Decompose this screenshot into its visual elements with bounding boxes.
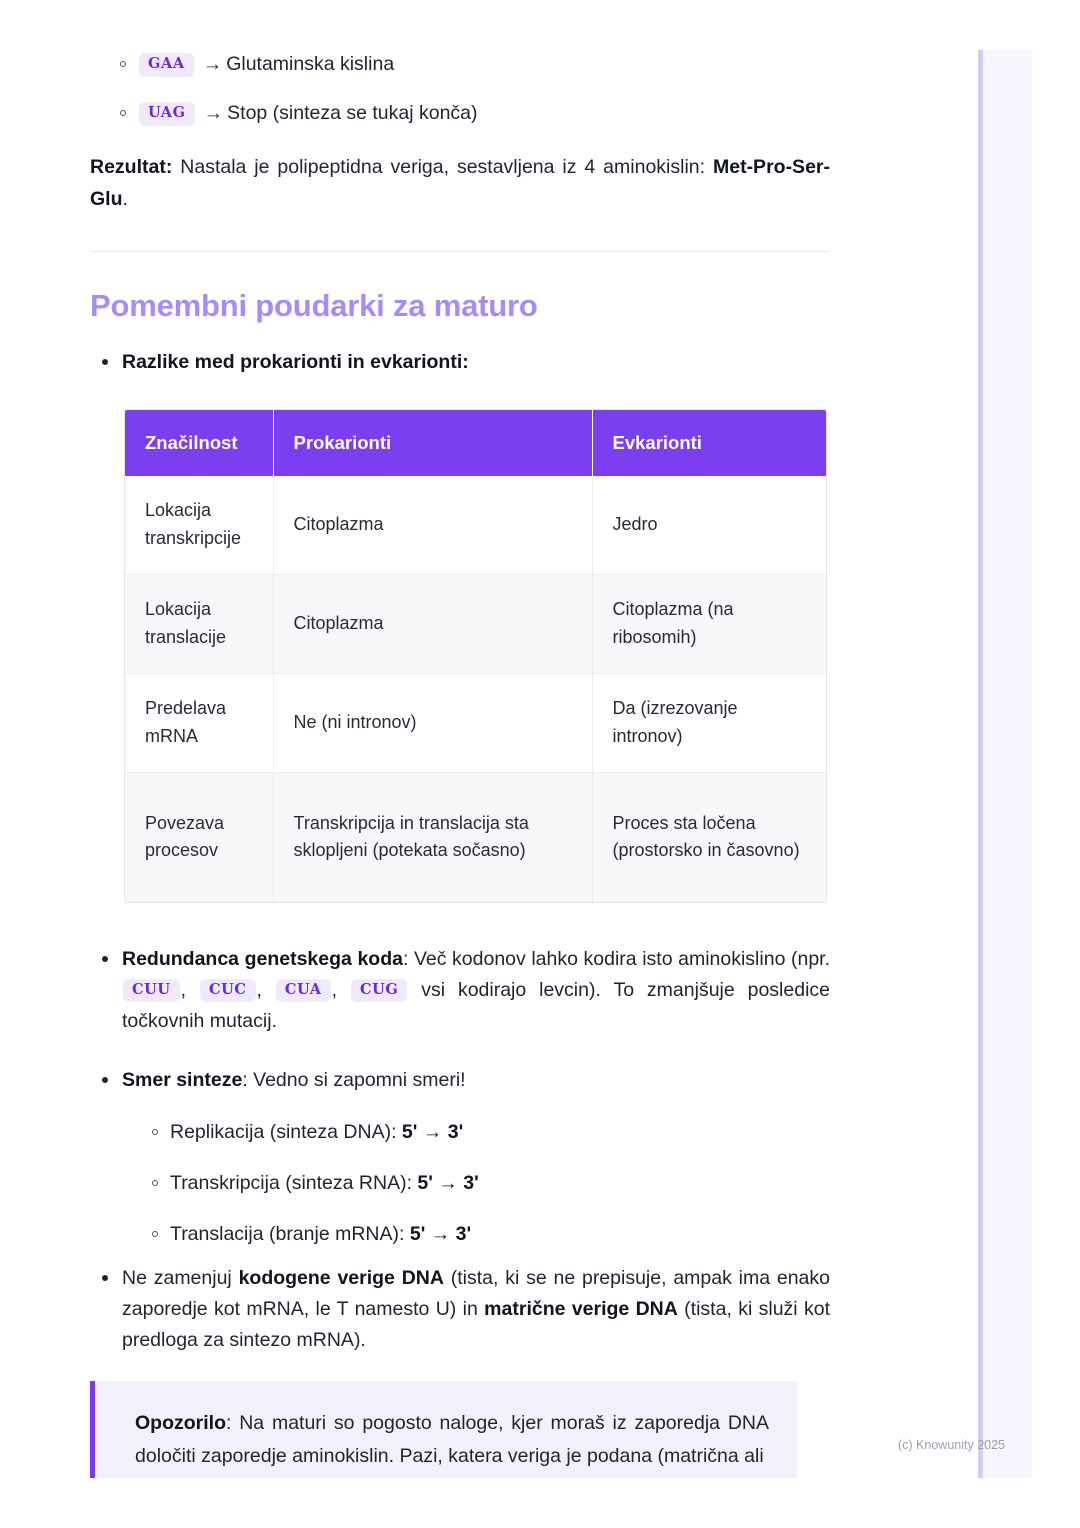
list-item	[90, 1065, 830, 1250]
codon-list-section	[90, 50, 830, 129]
direction-item-text: Transkripcija (sinteza RNA):	[170, 1172, 418, 1195]
table-cell-prokaryotes: Transkripcija in translacija sta sklopljeni (potekata sočasno)	[273, 772, 592, 902]
table-row	[125, 673, 826, 772]
comparison-table-wrap	[125, 410, 826, 902]
highlights-list	[90, 347, 830, 378]
direction-item-value: 5' → 3'	[409, 1223, 472, 1246]
result-label: Rezultat:	[90, 156, 173, 178]
strands-part3: (tista, ki služi kot predloga za sintezo mRNA).	[122, 1297, 830, 1351]
table-row	[125, 772, 826, 902]
redundancy-list	[90, 944, 830, 1036]
codon-separator: ,	[180, 978, 199, 1001]
strands-part2: (tista, ki se ne prepisuje, ampak ima enako zaporedje kot mRNA, le T namesto U) in	[122, 1267, 830, 1320]
codon-meaning: Stop (sinteza se tukaj konča)	[227, 102, 478, 125]
codon-separator: ,	[256, 978, 275, 1001]
table-header-row	[125, 410, 826, 476]
codon-chip: CUG	[351, 979, 407, 1003]
redundancy-part1: : Več kodonov lahko kodira isto aminokislino (npr.	[402, 948, 830, 970]
table-cell-feature: Lokacija transkripcije	[125, 476, 273, 574]
result-body: Nastala je polipeptidna veriga, sestavljena iz 4 aminokislin:	[172, 156, 713, 178]
redundancy-label: Redundanca genetskega koda	[122, 948, 403, 970]
codon-separator: ,	[331, 978, 350, 1001]
direction-sublist-wrap	[122, 1118, 830, 1250]
codon-chip: CUA	[276, 979, 331, 1003]
direction-item-value: 5' → 3'	[417, 1172, 479, 1195]
warning-callout	[90, 1381, 797, 1478]
page-side-panel-edge	[978, 50, 983, 1478]
strands-part1: Ne zamenjuj	[122, 1267, 239, 1289]
list-item	[90, 944, 830, 1036]
table-cell-feature: Lokacija translacije	[125, 574, 273, 673]
codon-chip: GAA	[139, 53, 194, 77]
table-row	[125, 574, 826, 673]
arrow-icon: →	[202, 53, 223, 75]
table-intro-label: Razlike med prokarionti in evkarionti:	[122, 351, 469, 373]
codon-chip: CUC	[200, 979, 256, 1003]
result-emphasis: Met-Pro-Ser-Glu	[90, 156, 830, 210]
codon-meaning: Glutaminska kislina	[226, 53, 395, 75]
list-item	[122, 1220, 830, 1249]
column-header-prokaryotes: Prokarionti	[273, 410, 592, 476]
table-cell-eukaryotes: Citoplazma (na ribosomih)	[592, 574, 826, 673]
page-side-panel	[978, 50, 1032, 1478]
column-header-feature: Značilnost	[125, 410, 273, 476]
direction-wrap	[90, 1065, 830, 1250]
table-cell-feature: Predelava mRNA	[125, 673, 273, 772]
page-title: Pomembni poudarki za maturo	[90, 288, 538, 323]
column-header-eukaryotes: Evkarionti	[592, 410, 826, 476]
callout-body: : Na maturi so pogosto naloge, kjer moraš iz zaporedja DNA določiti zaporedje aminokislin. Pazi, katera veriga je podana (matrična ali	[135, 1412, 769, 1468]
direction-list	[90, 1065, 830, 1250]
strands-wrap	[90, 1263, 830, 1355]
list-item	[90, 347, 830, 378]
result-tail: .	[122, 187, 128, 210]
strands-bold-template: matrične verige DNA	[484, 1297, 678, 1320]
redundancy-wrap	[90, 944, 830, 1036]
arrow-icon: →	[203, 102, 224, 125]
result-paragraph	[90, 152, 830, 215]
direction-item-text: Translacija (branje mRNA):	[170, 1223, 410, 1246]
table-row	[125, 476, 826, 574]
list-item	[90, 99, 830, 128]
direction-item-value: 5' → 3'	[401, 1120, 464, 1143]
comparison-table	[125, 410, 826, 902]
watermark: (c) Knowunity 2025	[898, 1438, 1006, 1452]
codon-list	[90, 50, 830, 129]
table-cell-prokaryotes: Citoplazma	[273, 574, 592, 673]
result-block	[90, 152, 830, 215]
list-item	[122, 1169, 830, 1198]
section-divider-wrap	[90, 251, 830, 252]
table-cell-prokaryotes: Ne (ni intronov)	[273, 673, 592, 772]
direction-item-text: Replikacija (sinteza DNA):	[170, 1120, 402, 1143]
list-item	[90, 50, 830, 79]
direction-sublist	[122, 1118, 830, 1250]
section-divider	[90, 251, 830, 252]
table-cell-eukaryotes: Jedro	[592, 476, 826, 574]
strands-bold-coding: kodogene verige DNA	[238, 1267, 444, 1289]
table-cell-eukaryotes: Da (izrezovanje intronov)	[592, 673, 826, 772]
table-cell-feature: Povezava procesov	[125, 772, 273, 902]
callout-label: Opozorilo	[135, 1412, 226, 1434]
codon-chip: UAG	[139, 102, 195, 126]
table-cell-prokaryotes: Citoplazma	[273, 476, 592, 574]
direction-intro: : Vedno si zapomni smeri!	[242, 1069, 466, 1091]
direction-label: Smer sinteze	[122, 1069, 243, 1091]
codon-chip: CUU	[123, 979, 180, 1003]
list-item	[90, 1263, 830, 1355]
callout-wrap	[90, 1381, 830, 1478]
table-intro-wrap	[90, 347, 830, 378]
redundancy-part2: vsi kodirajo levcin). To zmanjšuje posledice točkovnih mutacij.	[122, 978, 831, 1032]
section-heading-wrap	[90, 288, 830, 324]
table-cell-eukaryotes: Proces sta ločena (prostorsko in časovno)	[592, 772, 826, 902]
list-item	[122, 1118, 830, 1147]
strands-list	[90, 1263, 830, 1355]
